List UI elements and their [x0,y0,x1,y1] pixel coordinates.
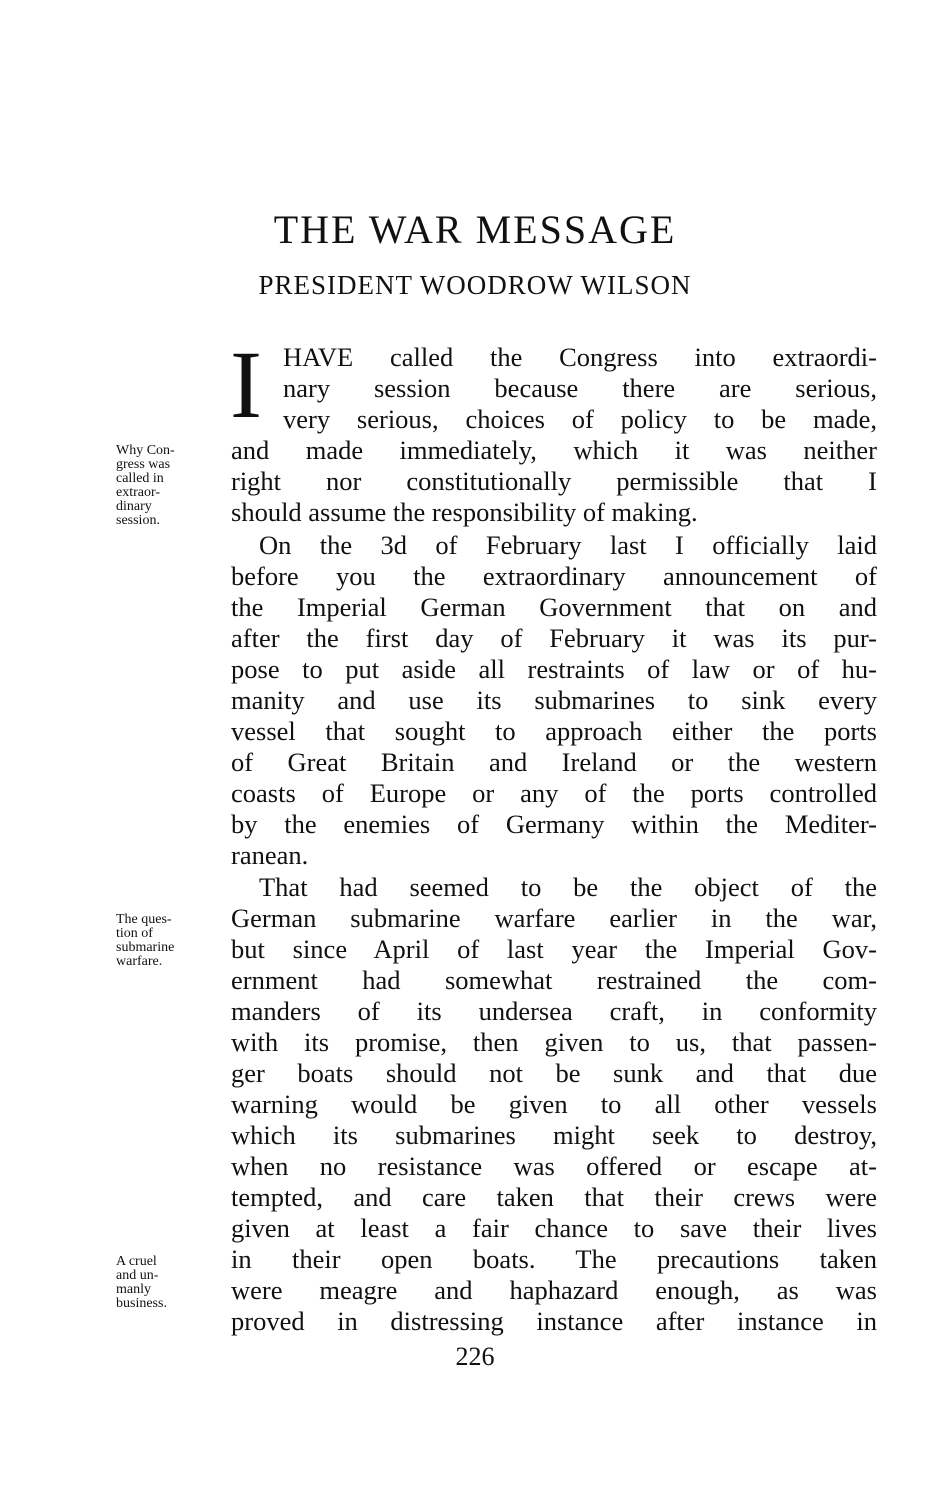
text-line: coasts of Europe or any of the ports controlled [231,778,877,808]
text-line: On the 3d of February last I officially laid [259,530,877,560]
margin-note-cruel-business: A cruel and un- manly business. [116,1254,167,1311]
text-line: proved in distressing instance after instance in [231,1306,877,1336]
text-line: HAVE called the Congress into extraordi- [283,342,877,372]
text-line: That had seemed to be the object of the [259,872,877,902]
text-line: manity and use its submarines to sink every [231,685,877,715]
text-line: before you the extraordinary announcement of [231,561,877,591]
text-line: manders of its undersea craft, in conformity [231,996,877,1026]
margin-note-submarine-question: The ques- tion of submarine warfare. [116,912,175,969]
text-line: ger boats should not be sunk and that due [231,1058,877,1088]
text-line: nary session because there are serious, [283,373,877,403]
text-line: the Imperial German Government that on and [231,592,877,622]
author-name: PRESIDENT WOODROW WILSON [258,270,692,300]
text-line: with its promise, then given to us, that passen- [231,1027,877,1057]
text-line: after the first day of February it was its pur- [231,623,877,653]
text-line: by the enemies of Germany within the Mediter- [231,809,877,839]
text-line: when no resistance was offered or escape at- [231,1151,877,1181]
page-title: THE WAR MESSAGE [273,207,677,252]
text-line: were meagre and haphazard enough, as was [231,1275,877,1305]
text-line: of Great Britain and Ireland or the western [231,747,877,777]
text-line: warning would be given to all other vessels [231,1089,877,1119]
page-number: 226 [455,1342,495,1371]
text-line: right nor constitutionally permissible that I [231,466,877,496]
text-line: should assume the responsibility of making. [231,497,698,527]
text-line: ernment had somewhat restrained the com- [231,965,877,995]
text-line: ranean. [231,840,309,870]
text-line: vessel that sought to approach either the ports [231,716,877,746]
drop-cap: I [230,331,262,438]
text-line: pose to put aside all restraints of law or of hu- [231,654,877,684]
margin-note-why-congress: Why Con- gress was called in extraor- dinary session. [116,443,175,528]
text-line: in their open boats. The precautions taken [231,1244,877,1274]
text-line: very serious, choices of policy to be made, [283,404,877,434]
text-line: tempted, and care taken that their crews were [231,1182,877,1212]
text-line: and made immediately, which it was neither [231,435,877,465]
text-line: which its submarines might seek to destroy, [231,1120,877,1150]
text-line: given at least a fair chance to save their lives [231,1213,877,1243]
text-line: German submarine warfare earlier in the war, [231,903,877,933]
text-line: but since April of last year the Imperial Gov- [231,934,877,964]
